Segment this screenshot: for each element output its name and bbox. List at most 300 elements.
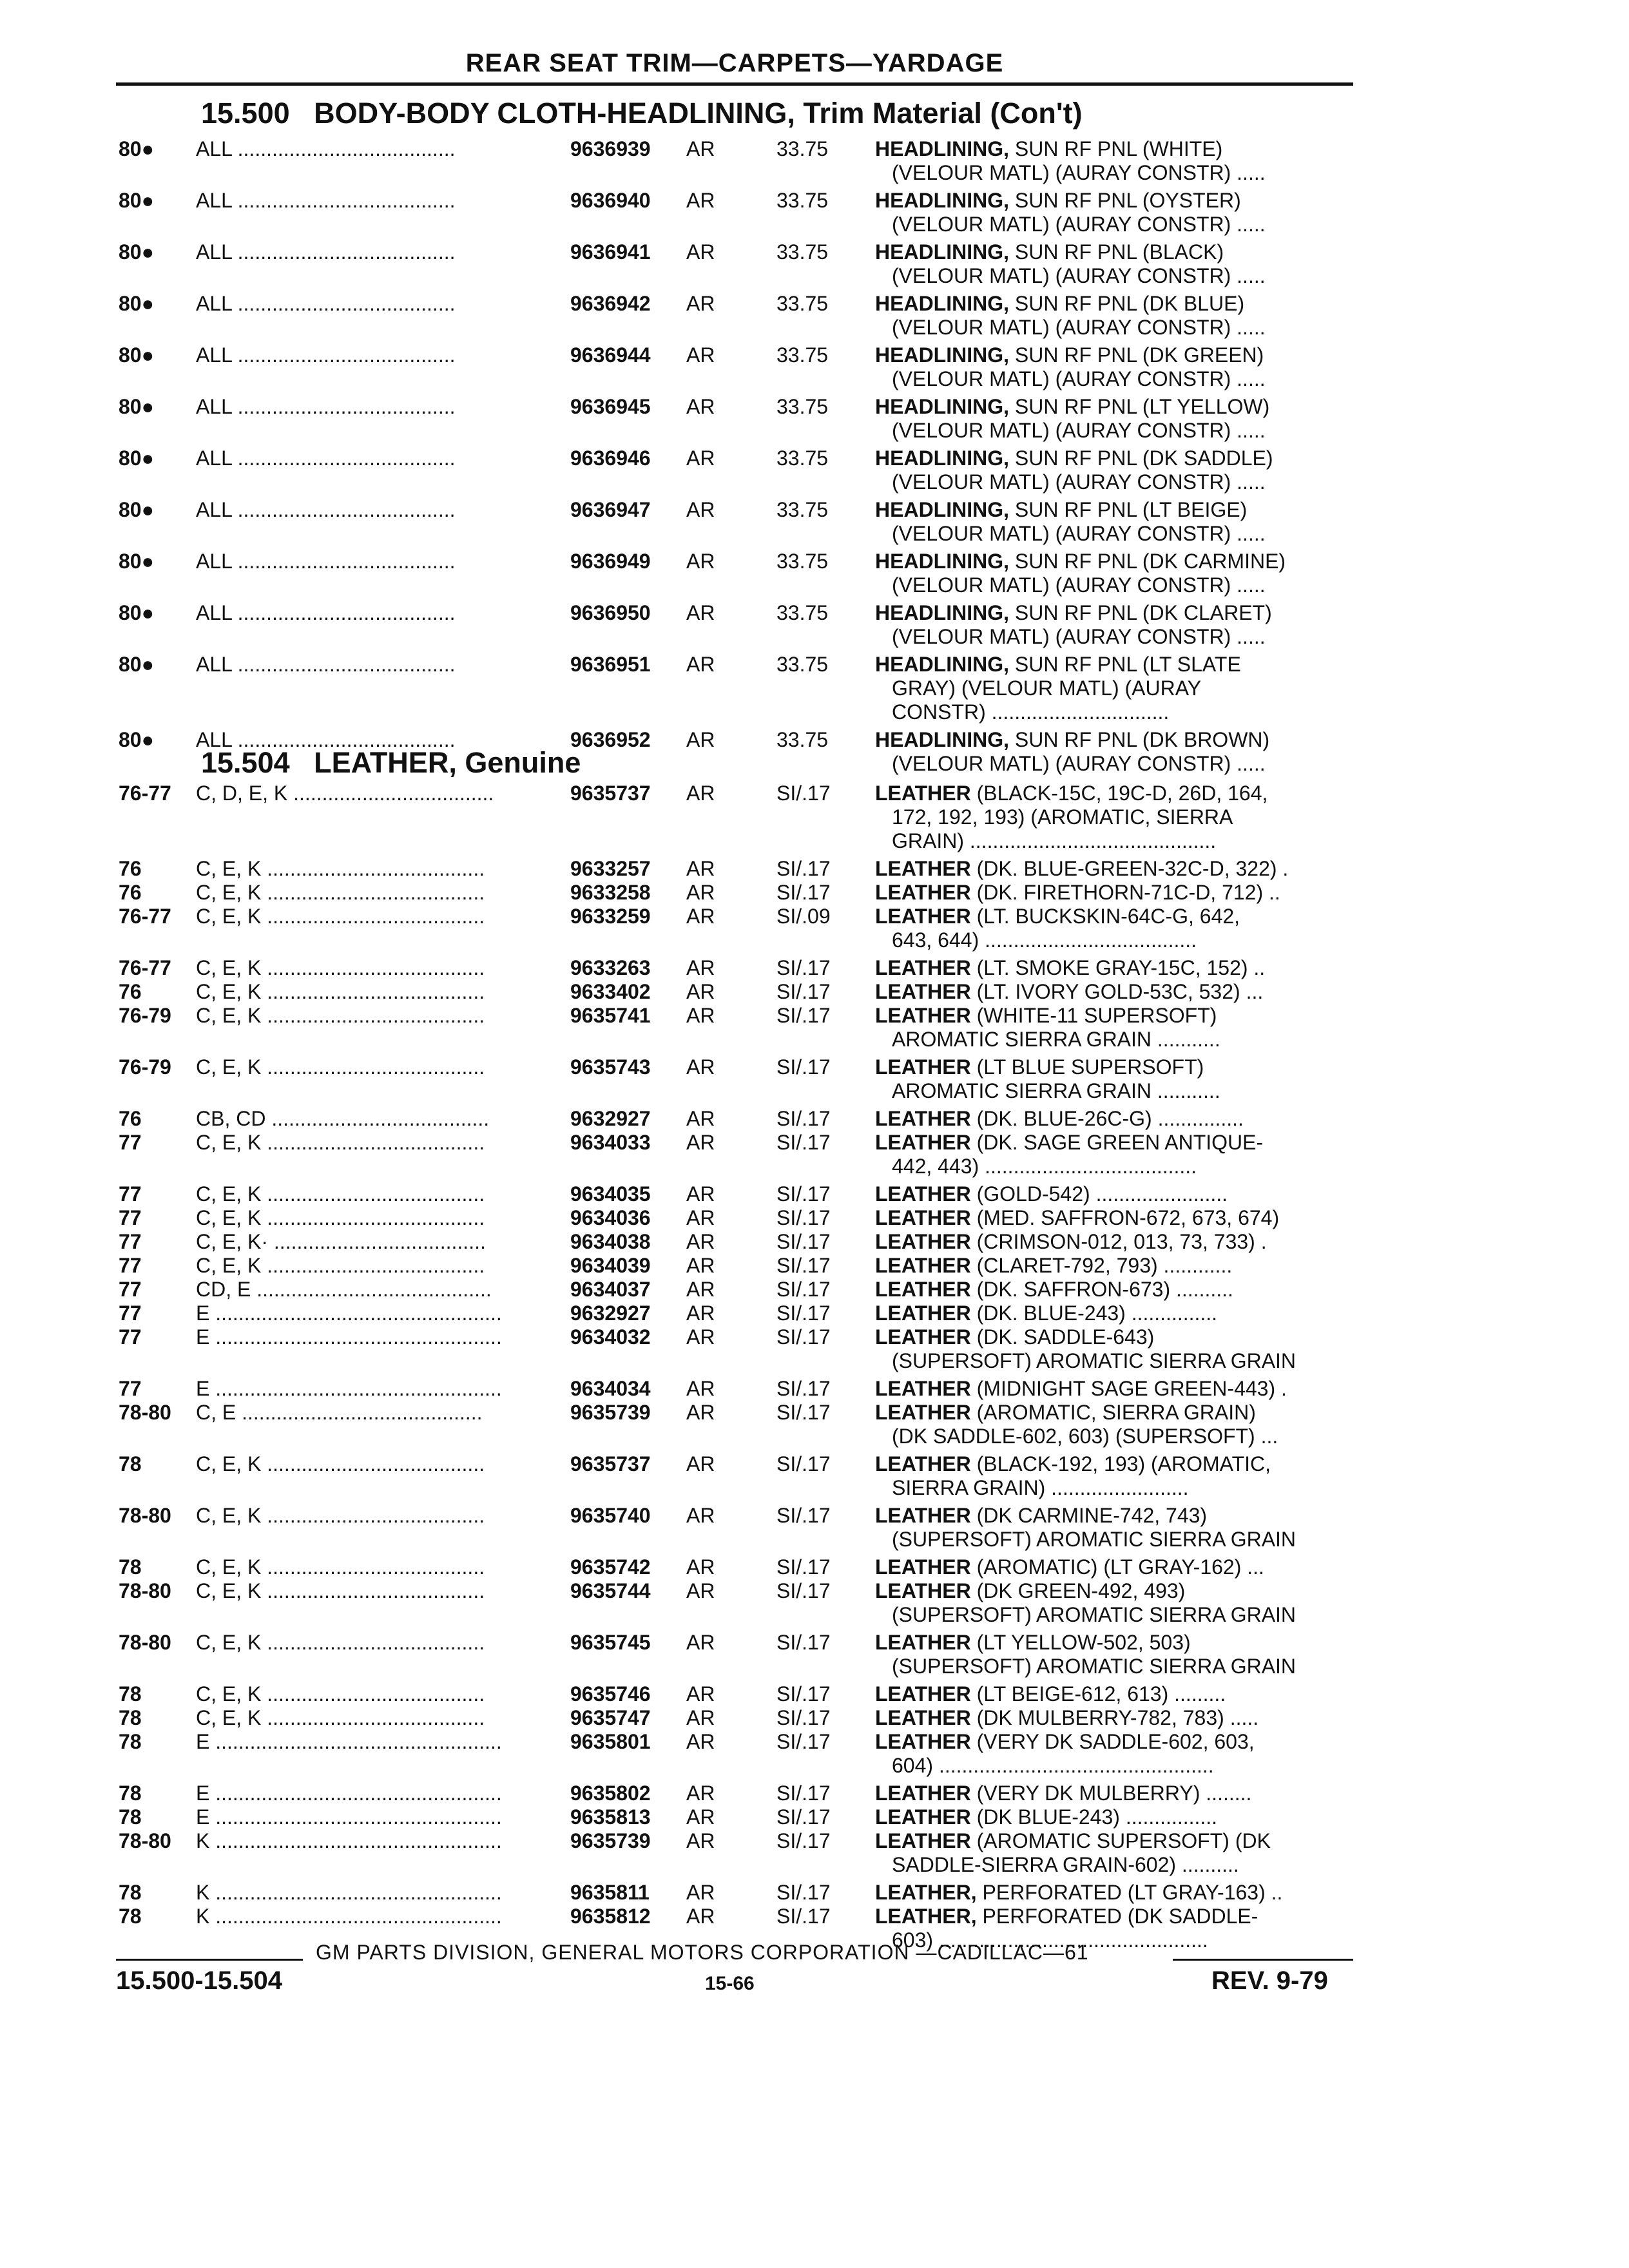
usage-code: AR: [686, 189, 715, 212]
part-name: LEATHER,: [875, 1881, 977, 1904]
quantity: SI/.17: [776, 1004, 831, 1027]
body-style: K ..................................................: [196, 1829, 502, 1852]
quantity: SI/.17: [776, 956, 831, 979]
description-text: (LT. IVORY GOLD-53C, 532) ...: [976, 980, 1264, 1003]
usage-code: AR: [686, 956, 715, 979]
quantity: 33.75: [776, 240, 829, 264]
part-number: 9636942: [570, 292, 651, 315]
part-name: LEATHER,: [875, 1905, 977, 1928]
usage-code: AR: [686, 550, 715, 573]
model-year: 80●: [119, 498, 154, 521]
description-line: (VELOUR MATL) (AURAY CONSTR) .....: [892, 161, 1266, 184]
part-number: 9634037: [570, 1278, 651, 1301]
part-name: LEATHER: [875, 1452, 971, 1475]
model-year: 80●: [119, 240, 154, 264]
description-text: PERFORATED (DK SADDLE-: [982, 1905, 1258, 1928]
model-year: 80●: [119, 292, 154, 315]
description-line: [875, 395, 1347, 419]
description-line: 172, 192, 193) (AROMATIC, SIERRA: [892, 805, 1233, 829]
body-style: E ..................................................: [196, 1325, 502, 1349]
usage-code: AR: [686, 601, 715, 624]
quantity: SI/.17: [776, 1131, 831, 1154]
part-name: LEATHER: [875, 1230, 971, 1253]
usage-code: AR: [686, 653, 715, 676]
description: [875, 240, 1347, 288]
quantity: SI/.17: [776, 782, 831, 805]
description-line: [875, 1230, 1347, 1254]
quantity: SI/.17: [776, 881, 831, 904]
description-line: [875, 728, 1347, 752]
description: [875, 1829, 1347, 1877]
usage-code: AR: [686, 1452, 715, 1475]
body-style: ALL ......................................: [196, 447, 456, 470]
quantity: SI/.17: [776, 1682, 831, 1706]
usage-code: AR: [686, 1881, 715, 1904]
description: [875, 1230, 1347, 1254]
model-year: 76: [119, 980, 142, 1003]
body-style: C, E, K ......................................: [196, 1055, 485, 1079]
model-year: 77: [119, 1131, 142, 1154]
usage-code: AR: [686, 1504, 715, 1527]
description-line: 442, 443) .....................................: [892, 1155, 1197, 1178]
description-line: (VELOUR MATL) (AURAY CONSTR) .....: [892, 213, 1266, 236]
description-text: SUN RF PNL (LT BEIGE): [1014, 498, 1248, 521]
description-line: [875, 1182, 1347, 1206]
description: [875, 857, 1347, 881]
part-name: LEATHER: [875, 1004, 971, 1027]
description-text: SUN RF PNL (DK SADDLE): [1014, 447, 1273, 470]
description-line: AROMATIC SIERRA GRAIN ...........: [892, 1028, 1220, 1051]
part-number: 9634034: [570, 1377, 651, 1400]
part-name: LEATHER: [875, 857, 971, 880]
model-year: 78-80: [119, 1829, 171, 1852]
description: [875, 1131, 1347, 1178]
part-number: 9636950: [570, 601, 651, 624]
body-style: C, E, K ......................................: [196, 1452, 485, 1475]
usage-code: AR: [686, 782, 715, 805]
description: [875, 189, 1347, 236]
description-line: [875, 601, 1347, 625]
body-style: C, E, K· .....................................: [196, 1230, 486, 1253]
part-name: LEATHER: [875, 1401, 971, 1424]
part-number: 9635741: [570, 1004, 651, 1027]
model-year: 78: [119, 1905, 142, 1928]
footer-revision: REV. 9-79: [1211, 1966, 1328, 1995]
quantity: SI/.17: [776, 1055, 831, 1079]
section-heading-15-500: [201, 97, 1083, 130]
part-number: 9636945: [570, 395, 651, 418]
part-name: LEATHER: [875, 1278, 971, 1301]
usage-code: AR: [686, 1555, 715, 1579]
part-number: 9635739: [570, 1401, 651, 1424]
description-text: (DK. SAGE GREEN ANTIQUE-: [976, 1131, 1264, 1154]
description-text: (BLACK-192, 193) (AROMATIC,: [976, 1452, 1271, 1475]
body-style: C, D, E, K ...................................: [196, 782, 494, 805]
quantity: SI/.17: [776, 1631, 831, 1654]
description-line: [875, 1377, 1347, 1401]
description-line: [875, 1805, 1347, 1829]
usage-code: AR: [686, 1131, 715, 1154]
description-line: [875, 447, 1347, 470]
description: [875, 1730, 1347, 1778]
description: [875, 1452, 1347, 1500]
description-text: (MIDNIGHT SAGE GREEN-443) .: [976, 1377, 1287, 1400]
description-line: SADDLE-SIERRA GRAIN-602) ..........: [892, 1853, 1239, 1876]
description-text: (WHITE-11 SUPERSOFT): [976, 1004, 1217, 1027]
usage-code: AR: [686, 1107, 715, 1130]
body-style: C, E, K ......................................: [196, 1254, 485, 1277]
usage-code: AR: [686, 1004, 715, 1027]
part-name: LEATHER: [875, 980, 971, 1003]
quantity: 33.75: [776, 447, 829, 470]
description: [875, 1107, 1347, 1131]
model-year: 80●: [119, 728, 154, 751]
quantity: SI/.17: [776, 1706, 831, 1729]
part-number: 9635811: [570, 1881, 650, 1904]
usage-code: AR: [686, 498, 715, 521]
description-line: [875, 857, 1347, 881]
model-year: 77: [119, 1377, 142, 1400]
usage-code: AR: [686, 1230, 715, 1253]
model-year: 76-77: [119, 782, 171, 805]
part-name: HEADLINING,: [875, 395, 1009, 418]
description-line: (SUPERSOFT) AROMATIC SIERRA GRAIN: [892, 1603, 1296, 1626]
part-name: HEADLINING,: [875, 498, 1009, 521]
description-text: SUN RF PNL (LT SLATE: [1014, 653, 1241, 676]
description: [875, 1401, 1347, 1448]
model-year: 76-79: [119, 1004, 171, 1027]
body-style: C, E, K ......................................: [196, 905, 485, 928]
description: [875, 980, 1347, 1004]
part-number: 9634039: [570, 1254, 651, 1277]
description-text: (DK GREEN-492, 493): [976, 1579, 1186, 1602]
quantity: SI/.17: [776, 1504, 831, 1527]
model-year: 80●: [119, 550, 154, 573]
body-style: ALL ......................................: [196, 728, 456, 751]
part-number: 9633257: [570, 857, 651, 880]
description-text: (VERY DK MULBERRY) ........: [976, 1782, 1252, 1805]
quantity: SI/.17: [776, 857, 831, 880]
description-line: [875, 1782, 1347, 1805]
quantity: SI/.17: [776, 1182, 831, 1206]
description-line: [875, 343, 1347, 367]
description-line: [875, 1325, 1347, 1349]
description-text: SUN RF PNL (DK CARMINE): [1014, 550, 1286, 573]
description-text: (MED. SAFFRON-672, 673, 674): [976, 1206, 1280, 1229]
body-style: ALL ......................................: [196, 498, 456, 521]
description-text: (DK. SAFFRON-673) ..........: [976, 1278, 1233, 1301]
quantity: SI/.17: [776, 1107, 831, 1130]
usage-code: AR: [686, 292, 715, 315]
description-line: [875, 1579, 1347, 1603]
model-year: 76-77: [119, 905, 171, 928]
description-line: (VELOUR MATL) (AURAY CONSTR) .....: [892, 367, 1266, 390]
description-line: (VELOUR MATL) (AURAY CONSTR) .....: [892, 470, 1266, 494]
model-year: 76: [119, 881, 142, 904]
description-line: [875, 1452, 1347, 1476]
description-line: [875, 653, 1347, 677]
part-name: HEADLINING,: [875, 653, 1009, 676]
page-title: REAR SEAT TRIM—CARPETS—YARDAGE: [465, 49, 1004, 77]
quantity: 33.75: [776, 498, 829, 521]
model-year: 77: [119, 1182, 142, 1206]
usage-code: AR: [686, 1302, 715, 1325]
part-name: LEATHER: [875, 1706, 971, 1729]
description-text: (LT. BUCKSKIN-64C-G, 642,: [976, 905, 1240, 928]
description: [875, 728, 1347, 776]
part-number: 9634038: [570, 1230, 651, 1253]
description: [875, 1377, 1347, 1401]
description-text: (DK. BLUE-243) ...............: [976, 1302, 1218, 1325]
description-line: (SUPERSOFT) AROMATIC SIERRA GRAIN: [892, 1655, 1296, 1678]
section-title: LEATHER, Genuine: [314, 746, 581, 779]
section-code: 15.504: [201, 746, 290, 779]
description-text: SUN RF PNL (BLACK): [1014, 240, 1224, 264]
description-text: (DK CARMINE-742, 743): [976, 1504, 1208, 1527]
body-style: C, E, K ......................................: [196, 1579, 485, 1602]
body-style: C, E, K ......................................: [196, 1131, 485, 1154]
description-line: [875, 905, 1347, 928]
description-text: SUN RF PNL (WHITE): [1014, 137, 1223, 160]
quantity: SI/.17: [776, 1829, 831, 1852]
part-name: LEATHER: [875, 905, 971, 928]
description: [875, 292, 1347, 340]
model-year: 80●: [119, 447, 154, 470]
description-text: (DK. SADDLE-643): [976, 1325, 1155, 1349]
part-number: 9636946: [570, 447, 651, 470]
description-line: [875, 1254, 1347, 1278]
description: [875, 1631, 1347, 1678]
description-line: [875, 1682, 1347, 1706]
description: [875, 1004, 1347, 1052]
description-line: [875, 782, 1347, 805]
model-year: 80●: [119, 395, 154, 418]
description-line: [875, 550, 1347, 573]
part-number: 9635742: [570, 1555, 651, 1579]
description-text: (AROMATIC) (LT GRAY-162) ...: [976, 1555, 1264, 1579]
usage-code: AR: [686, 857, 715, 880]
description-text: (DK. FIRETHORN-71C-D, 712) ..: [976, 881, 1280, 904]
usage-code: AR: [686, 1805, 715, 1829]
quantity: SI/.17: [776, 1730, 831, 1753]
description-line: CONSTR) ...............................: [892, 700, 1170, 724]
quantity: SI/.17: [776, 1805, 831, 1829]
model-year: 78-80: [119, 1401, 171, 1424]
header-rule: [116, 82, 1353, 86]
model-year: 78: [119, 1730, 142, 1753]
description-text: (DK MULBERRY-782, 783) .....: [976, 1706, 1259, 1729]
usage-code: AR: [686, 1377, 715, 1400]
section-title: BODY-BODY CLOTH-HEADLINING, Trim Material (Con't): [314, 97, 1083, 130]
footer-publisher: GM PARTS DIVISION, GENERAL MOTORS CORPORATION —CADILLAC—61: [316, 1941, 1089, 1964]
part-name: LEATHER: [875, 1206, 971, 1229]
usage-code: AR: [686, 881, 715, 904]
body-style: K ..................................................: [196, 1905, 502, 1928]
description-line: (VELOUR MATL) (AURAY CONSTR) .....: [892, 264, 1266, 287]
description-text: (DK BLUE-243) ................: [976, 1805, 1218, 1829]
model-year: 78: [119, 1682, 142, 1706]
body-style: E ..................................................: [196, 1782, 502, 1805]
description: [875, 343, 1347, 391]
quantity: 33.75: [776, 292, 829, 315]
usage-code: AR: [686, 1401, 715, 1424]
description: [875, 1682, 1347, 1706]
part-name: LEATHER: [875, 1579, 971, 1602]
body-style: E ..................................................: [196, 1730, 502, 1753]
description: [875, 498, 1347, 546]
usage-code: AR: [686, 1782, 715, 1805]
description-text: (GOLD-542) .......................: [976, 1182, 1228, 1206]
description-line: [875, 956, 1347, 980]
model-year: 77: [119, 1230, 142, 1253]
model-year: 76: [119, 1107, 142, 1130]
model-year: 76-79: [119, 1055, 171, 1079]
description-line: AROMATIC SIERRA GRAIN ...........: [892, 1079, 1220, 1102]
part-number: 9635802: [570, 1782, 651, 1805]
description-text: SUN RF PNL (DK GREEN): [1014, 343, 1264, 367]
quantity: 33.75: [776, 343, 829, 367]
body-style: ALL ......................................: [196, 343, 456, 367]
description: [875, 1325, 1347, 1373]
description: [875, 601, 1347, 649]
part-name: HEADLINING,: [875, 728, 1009, 751]
part-name: LEATHER: [875, 1829, 971, 1852]
description: [875, 956, 1347, 980]
part-number: 9634033: [570, 1131, 651, 1154]
model-year: 76-77: [119, 956, 171, 979]
description-line: [875, 1004, 1347, 1028]
description-line: (VELOUR MATL) (AURAY CONSTR) .....: [892, 316, 1266, 339]
model-year: 80●: [119, 343, 154, 367]
description-line: [875, 137, 1347, 161]
description: [875, 1881, 1347, 1905]
model-year: 77: [119, 1278, 142, 1301]
part-number: 9635739: [570, 1829, 651, 1852]
body-style: C, E, K ......................................: [196, 1004, 485, 1027]
model-year: 78-80: [119, 1579, 171, 1602]
part-number: 9633259: [570, 905, 651, 928]
quantity: SI/.17: [776, 1254, 831, 1277]
part-number: 9636951: [570, 653, 651, 676]
body-style: K ..................................................: [196, 1881, 502, 1904]
part-number: 9635745: [570, 1631, 651, 1654]
description-line: [875, 498, 1347, 522]
description-line: 643, 644) .....................................: [892, 928, 1197, 952]
description: [875, 447, 1347, 494]
quantity: 33.75: [776, 728, 829, 751]
quantity: SI/.09: [776, 905, 831, 928]
body-style: ALL ......................................: [196, 550, 456, 573]
part-number: 9634036: [570, 1206, 651, 1229]
part-name: HEADLINING,: [875, 137, 1009, 160]
description: [875, 550, 1347, 597]
body-style: C, E, K ......................................: [196, 956, 485, 979]
usage-code: AR: [686, 1325, 715, 1349]
part-name: HEADLINING,: [875, 240, 1009, 264]
part-name: HEADLINING,: [875, 189, 1009, 212]
description: [875, 1706, 1347, 1730]
description-line: [875, 1905, 1347, 1928]
description-line: [875, 1881, 1347, 1905]
description: [875, 1278, 1347, 1302]
quantity: 33.75: [776, 395, 829, 418]
part-name: LEATHER: [875, 1682, 971, 1706]
model-year: 78-80: [119, 1504, 171, 1527]
description-text: (CRIMSON-012, 013, 73, 733) .: [976, 1230, 1267, 1253]
part-name: LEATHER: [875, 1254, 971, 1277]
model-year: 80●: [119, 189, 154, 212]
description: [875, 1805, 1347, 1829]
part-number: 9636944: [570, 343, 651, 367]
usage-code: AR: [686, 1905, 715, 1928]
part-number: 9634032: [570, 1325, 651, 1349]
description-line: (SUPERSOFT) AROMATIC SIERRA GRAIN: [892, 1528, 1296, 1551]
part-name: LEATHER: [875, 956, 971, 979]
description-line: GRAY) (VELOUR MATL) (AURAY: [892, 677, 1202, 700]
footer-rule-left: [116, 1959, 303, 1961]
description-text: (CLARET-792, 793) ............: [976, 1254, 1233, 1277]
description-line: GRAIN) ...........................................: [892, 829, 1217, 852]
description-line: (VELOUR MATL) (AURAY CONSTR) .....: [892, 419, 1266, 442]
part-number: 9636941: [570, 240, 651, 264]
usage-code: AR: [686, 1206, 715, 1229]
part-number: 9632927: [570, 1302, 651, 1325]
description-line: [875, 1107, 1347, 1131]
quantity: SI/.17: [776, 1401, 831, 1424]
description: [875, 137, 1347, 185]
usage-code: AR: [686, 1182, 715, 1206]
model-year: 78: [119, 1452, 142, 1475]
body-style: C, E, K ......................................: [196, 1682, 485, 1706]
part-name: HEADLINING,: [875, 292, 1009, 315]
description-line: [875, 1131, 1347, 1155]
description-text: (LT BEIGE-612, 613) .........: [976, 1682, 1226, 1706]
usage-code: AR: [686, 980, 715, 1003]
part-name: LEATHER: [875, 1782, 971, 1805]
description-text: PERFORATED (LT GRAY-163) ..: [982, 1881, 1283, 1904]
body-style: C, E, K ......................................: [196, 1706, 485, 1729]
description-line: [875, 980, 1347, 1004]
model-year: 80●: [119, 653, 154, 676]
description: [875, 1055, 1347, 1103]
footer-page-number: 15-66: [705, 1973, 755, 1994]
part-name: LEATHER: [875, 782, 971, 805]
body-style: E ..................................................: [196, 1377, 502, 1400]
model-year: 78: [119, 1881, 142, 1904]
body-style: ALL ......................................: [196, 292, 456, 315]
part-number: 9635737: [570, 1452, 651, 1475]
part-name: LEATHER: [875, 1325, 971, 1349]
description-line: [875, 1055, 1347, 1079]
description-line: (VELOUR MATL) (AURAY CONSTR) .....: [892, 752, 1266, 775]
body-style: CD, E .........................................: [196, 1278, 492, 1301]
quantity: SI/.17: [776, 1278, 831, 1301]
description-line: [875, 1302, 1347, 1325]
part-number: 9636947: [570, 498, 651, 521]
part-number: 9635737: [570, 782, 651, 805]
part-number: 9635812: [570, 1905, 651, 1928]
part-name: LEATHER: [875, 1631, 971, 1654]
quantity: SI/.17: [776, 1905, 831, 1928]
quantity: SI/.17: [776, 1579, 831, 1602]
description-text: SUN RF PNL (DK BLUE): [1014, 292, 1245, 315]
part-name: LEATHER: [875, 1055, 971, 1079]
model-year: 78-80: [119, 1631, 171, 1654]
body-style: C, E, K ......................................: [196, 1182, 485, 1206]
usage-code: AR: [686, 905, 715, 928]
description: [875, 1782, 1347, 1805]
part-number: 9635744: [570, 1579, 651, 1602]
